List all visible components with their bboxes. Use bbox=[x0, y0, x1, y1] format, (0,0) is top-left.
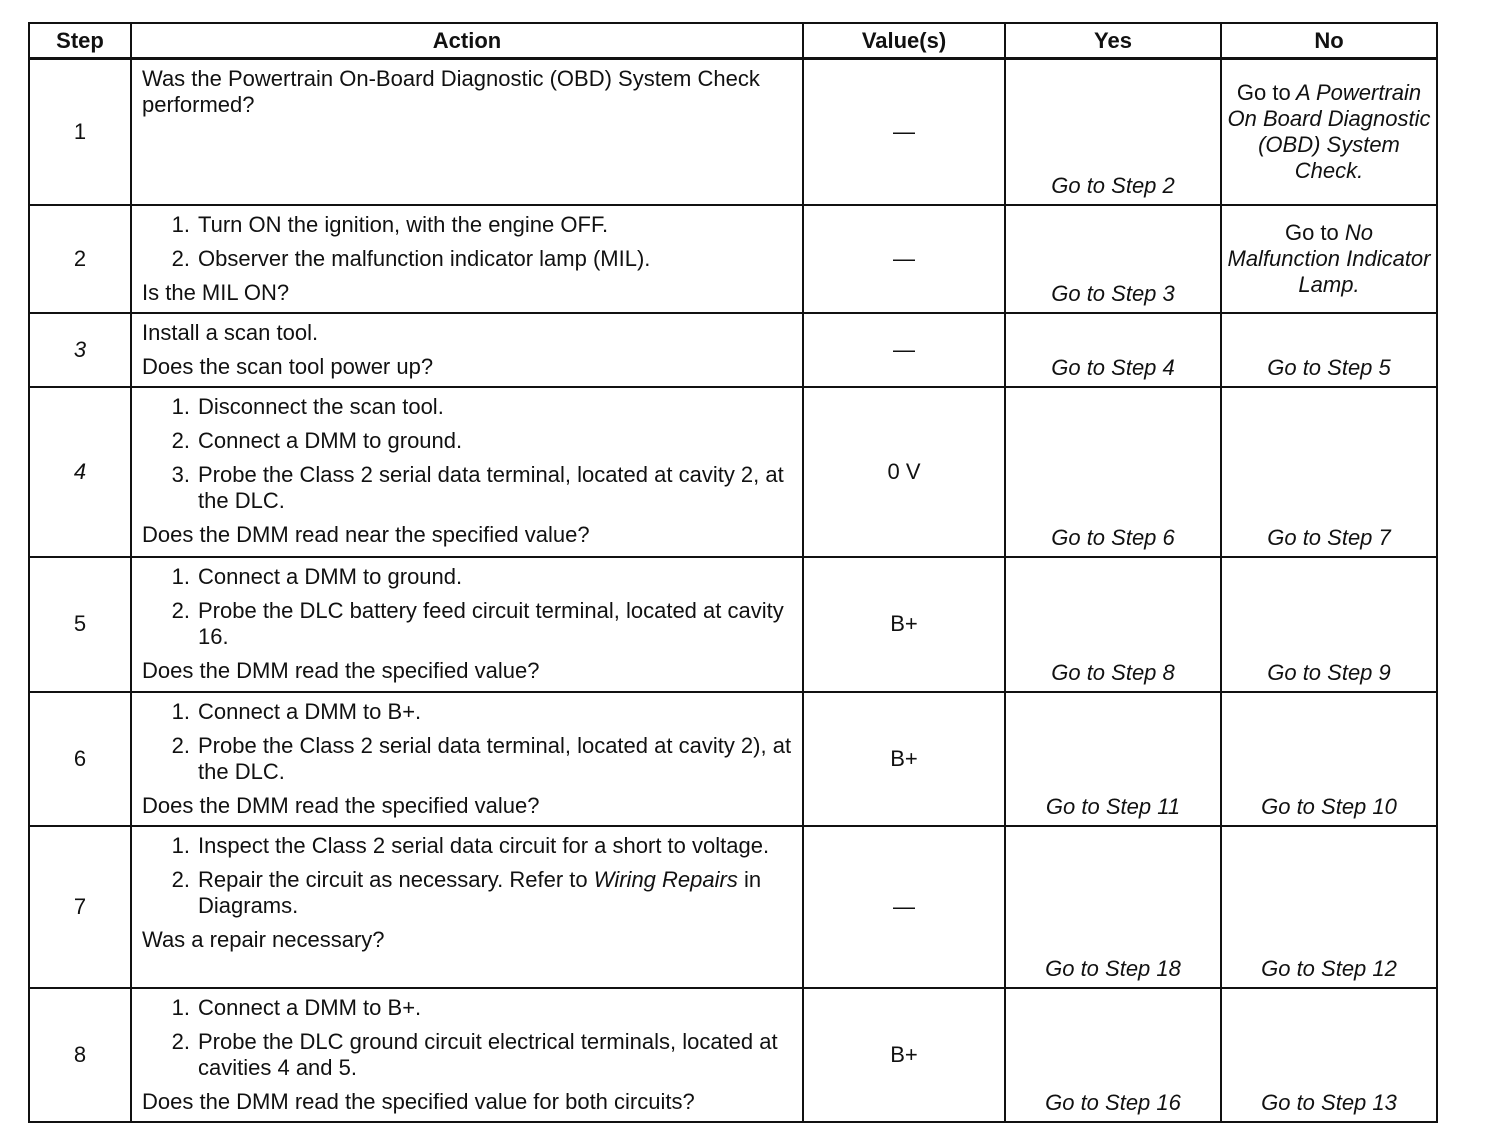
header-value: Value(s) bbox=[803, 23, 1005, 59]
value-cell: — bbox=[803, 826, 1005, 988]
action-question: Was a repair necessary? bbox=[142, 926, 385, 952]
no-prefix: Go to bbox=[1236, 79, 1291, 105]
table-row bbox=[29, 313, 1437, 387]
value-cell: B+ bbox=[803, 692, 1005, 826]
action-cell bbox=[131, 692, 803, 826]
action-list-item: 2. Observer the malfunction indicator lamp (MIL). bbox=[171, 245, 651, 271]
step-number: 6 bbox=[29, 692, 131, 826]
action-cell bbox=[131, 557, 803, 692]
action-list-item: 3. Probe the Class 2 serial data terminal, located at cavity 2, at the DLC. bbox=[171, 461, 784, 513]
yes-cell: Go to Step 4 bbox=[1005, 313, 1221, 387]
no-prefix: Go to bbox=[1284, 219, 1339, 245]
step-number: 2 bbox=[29, 205, 131, 313]
no-cell bbox=[1221, 205, 1437, 313]
no-cell: Go to Step 7 bbox=[1221, 387, 1437, 557]
action-list-item: 1. Disconnect the scan tool. bbox=[171, 393, 444, 419]
action-question: Is the MIL ON? bbox=[142, 279, 290, 305]
action-list-item: 1. Connect a DMM to ground. bbox=[171, 563, 463, 589]
table-row bbox=[29, 205, 1437, 313]
yes-cell: Go to Step 2 bbox=[1005, 59, 1221, 205]
value-cell: B+ bbox=[803, 988, 1005, 1122]
no-cell bbox=[1221, 59, 1437, 205]
no-cell: Go to Step 13 bbox=[1221, 988, 1437, 1122]
action-question: Does the DMM read near the specified value? bbox=[142, 521, 590, 547]
step-number: 5 bbox=[29, 557, 131, 692]
action-cell bbox=[131, 205, 803, 313]
step-number: 8 bbox=[29, 988, 131, 1122]
action-list-item: 1. Connect a DMM to B+. bbox=[171, 994, 422, 1020]
action-list-item: 2. Probe the DLC ground circuit electrical terminals, located at cavities 4 and 5. bbox=[171, 1028, 778, 1080]
header-row bbox=[29, 23, 1437, 59]
wiring-repairs-reference: Wiring Repairs bbox=[593, 866, 738, 892]
yes-cell: Go to Step 8 bbox=[1005, 557, 1221, 692]
yes-cell: Go to Step 18 bbox=[1005, 826, 1221, 988]
action-cell bbox=[131, 59, 803, 205]
step-number: 1 bbox=[29, 59, 131, 205]
value-cell: B+ bbox=[803, 557, 1005, 692]
action-question: Does the DMM read the specified value for both circuits? bbox=[142, 1088, 695, 1114]
action-text: Install a scan tool. bbox=[142, 319, 319, 345]
action-text: Was the Powertrain On-Board Diagnostic (OBD) System Check performed? bbox=[142, 66, 760, 117]
header-yes: Yes bbox=[1005, 23, 1221, 59]
action-question: Does the DMM read the specified value? bbox=[142, 792, 540, 818]
action-list-item: 1. Turn ON the ignition, with the engine OFF. bbox=[171, 211, 609, 237]
action-cell bbox=[131, 826, 803, 988]
no-cell: Go to Step 10 bbox=[1221, 692, 1437, 826]
value-cell: 0 V bbox=[803, 387, 1005, 557]
no-reference: No Malfunction Indicator Lamp. bbox=[1227, 219, 1431, 297]
step-number: 4 bbox=[29, 387, 131, 557]
table-row bbox=[29, 387, 1437, 557]
table-row bbox=[29, 988, 1437, 1122]
action-cell bbox=[131, 988, 803, 1122]
action-list-item: 1. Connect a DMM to B+. bbox=[171, 698, 422, 724]
yes-cell: Go to Step 3 bbox=[1005, 205, 1221, 313]
no-reference: A Powertrain On Board Diagnostic (OBD) System Check. bbox=[1227, 79, 1431, 183]
action-list-item: 2. Repair the circuit as necessary. Refer to Wiring Repairs in Diagrams. bbox=[171, 866, 762, 918]
value-cell: — bbox=[803, 59, 1005, 205]
table-row bbox=[29, 557, 1437, 692]
no-cell: Go to Step 5 bbox=[1221, 313, 1437, 387]
action-cell bbox=[131, 313, 803, 387]
yes-cell: Go to Step 6 bbox=[1005, 387, 1221, 557]
action-question: Does the DMM read the specified value? bbox=[142, 657, 540, 683]
step-number: 3 bbox=[29, 313, 131, 387]
yes-cell: Go to Step 11 bbox=[1005, 692, 1221, 826]
header-action: Action bbox=[131, 23, 803, 59]
table-row bbox=[29, 692, 1437, 826]
no-cell: Go to Step 9 bbox=[1221, 557, 1437, 692]
action-list-item: 2. Connect a DMM to ground. bbox=[171, 427, 463, 453]
action-list-item: 1. Inspect the Class 2 serial data circuit for a short to voltage. bbox=[171, 832, 770, 858]
no-cell: Go to Step 12 bbox=[1221, 826, 1437, 988]
step-number: 7 bbox=[29, 826, 131, 988]
table-row bbox=[29, 826, 1437, 988]
action-cell bbox=[131, 387, 803, 557]
header-no: No bbox=[1221, 23, 1437, 59]
action-list-item: 2. Probe the DLC battery feed circuit terminal, located at cavity 16. bbox=[171, 597, 784, 649]
value-cell: — bbox=[803, 313, 1005, 387]
action-list-item: 2. Probe the Class 2 serial data terminal, located at cavity 2), at the DLC. bbox=[171, 732, 792, 784]
header-step: Step bbox=[29, 23, 131, 59]
yes-cell: Go to Step 16 bbox=[1005, 988, 1221, 1122]
action-question: Does the scan tool power up? bbox=[142, 353, 434, 379]
table-row bbox=[29, 59, 1437, 205]
diagnostic-table bbox=[28, 22, 1438, 1123]
value-cell: — bbox=[803, 205, 1005, 313]
